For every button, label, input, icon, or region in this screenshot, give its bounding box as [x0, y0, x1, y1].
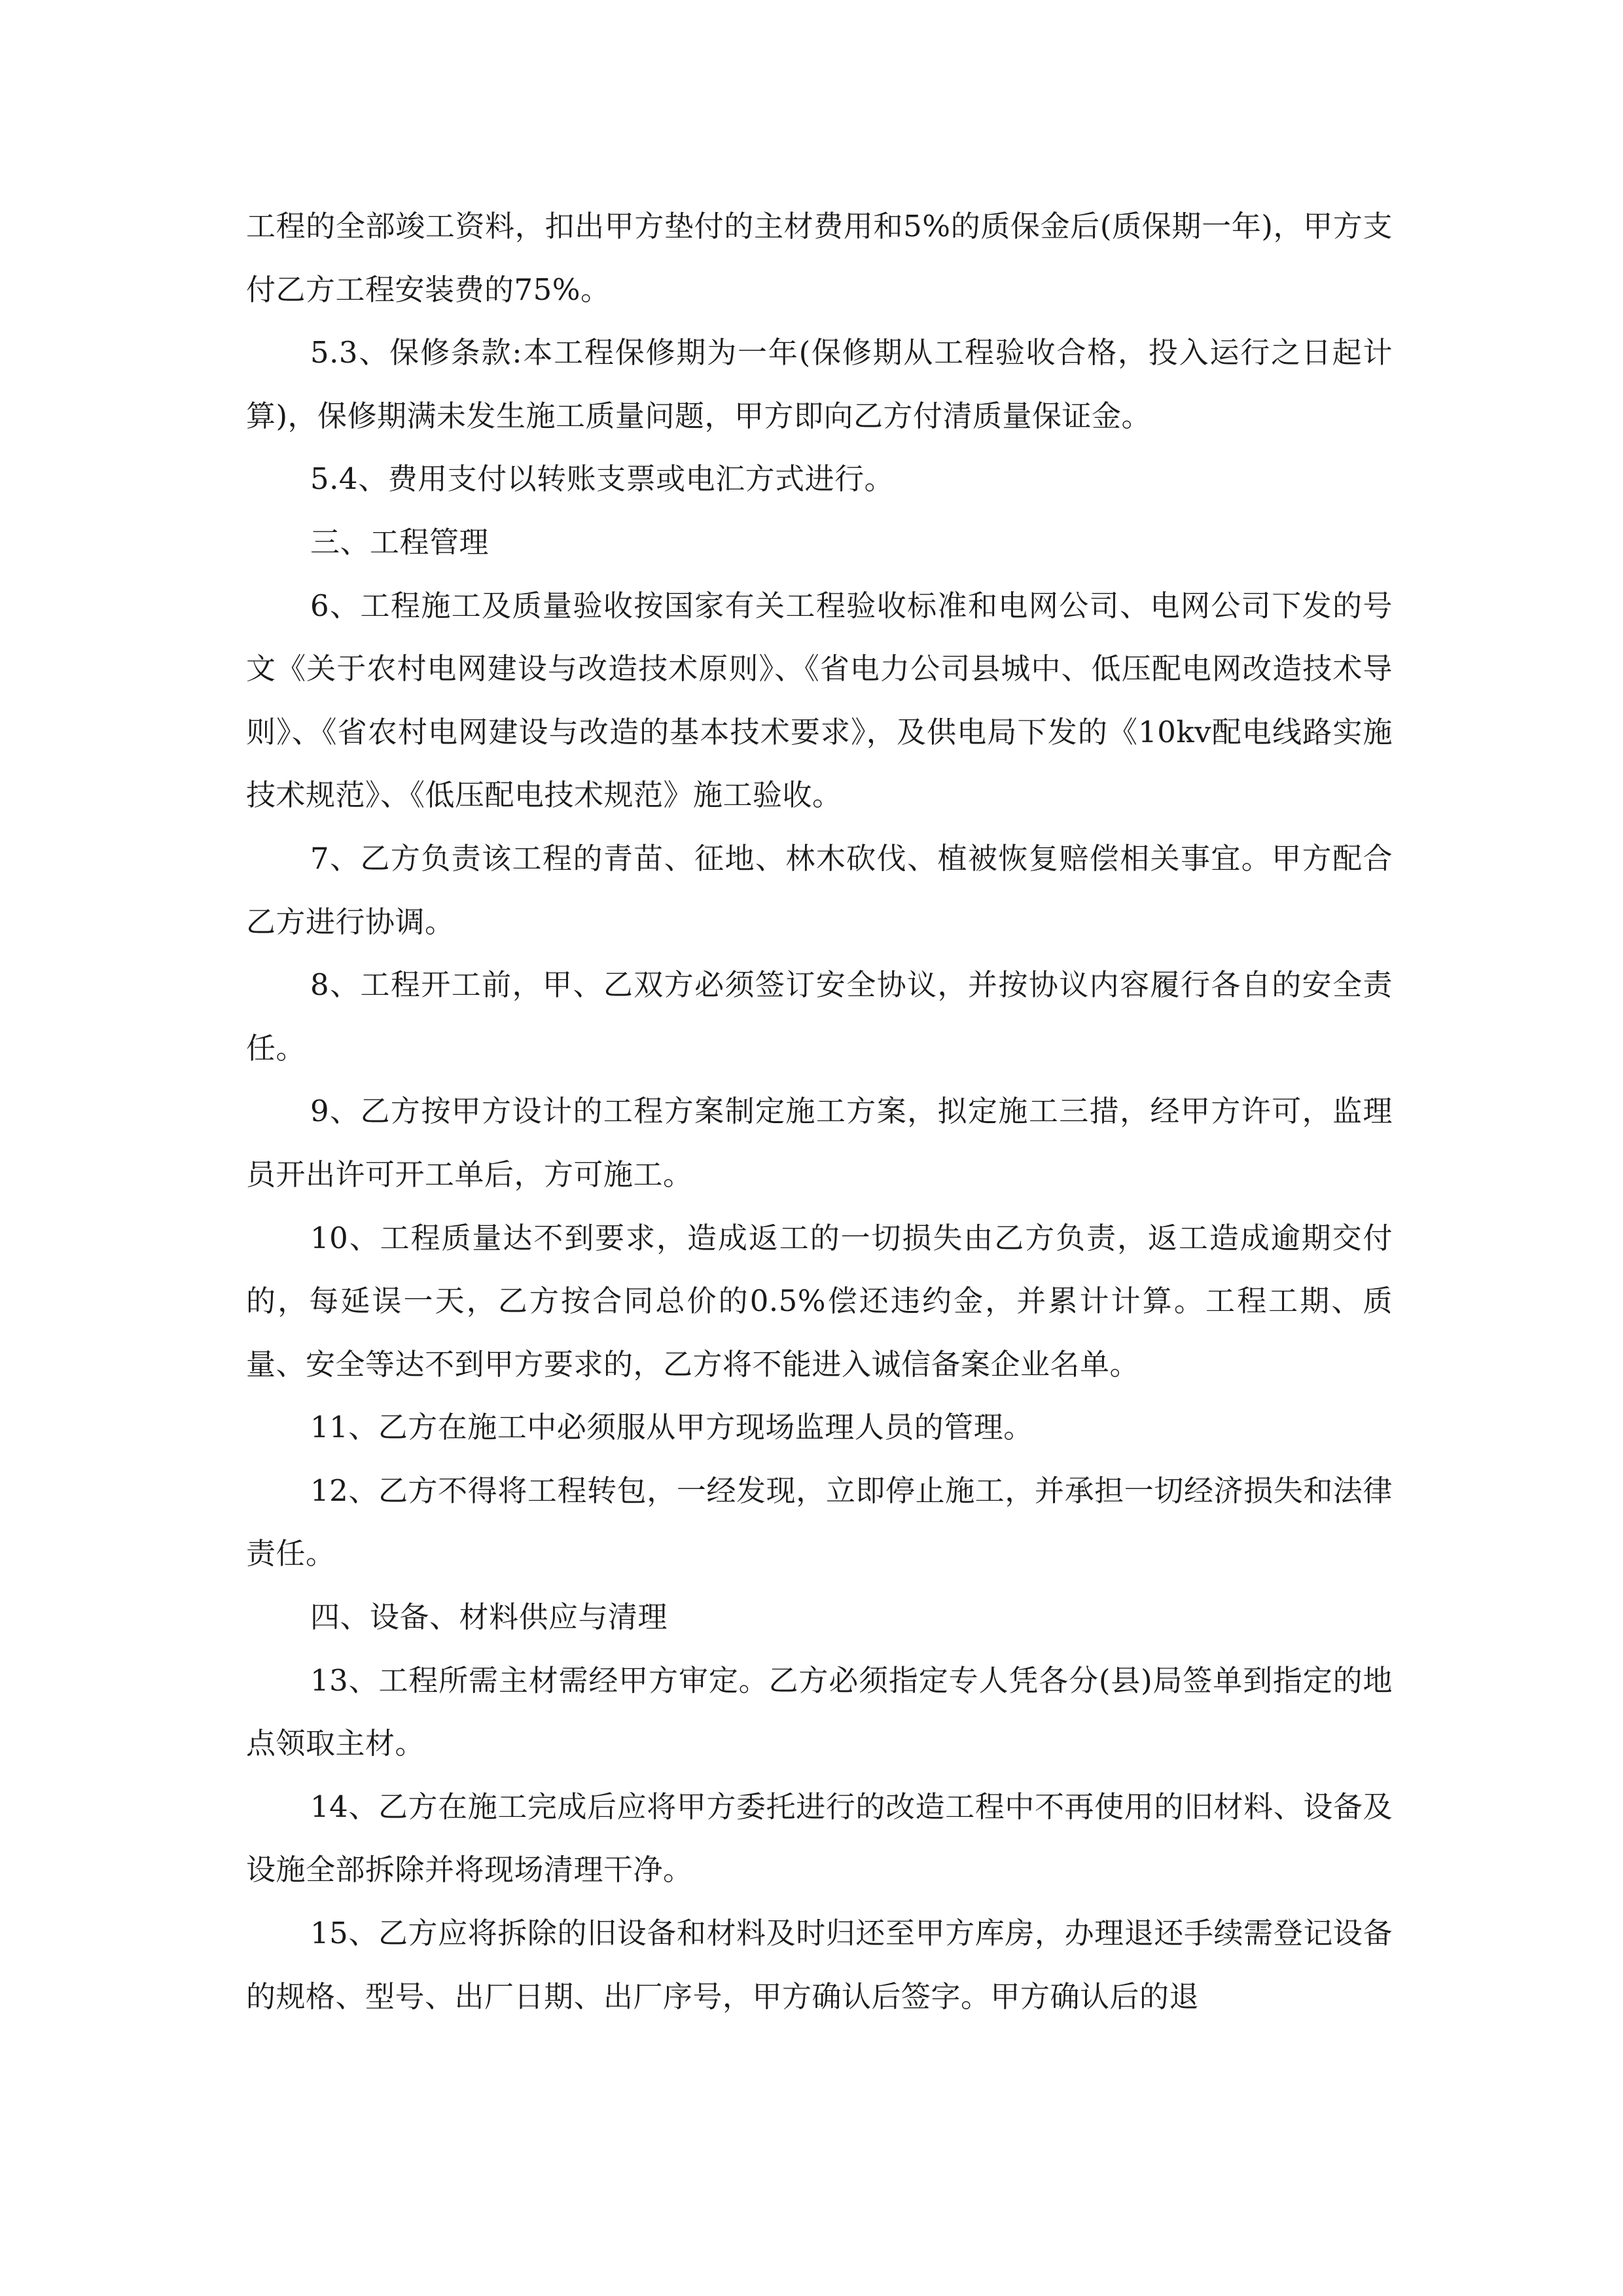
paragraph-continuation: 工程的全部竣工资料，扣出甲方垫付的主材费用和5%的质保金后(质保期一年)，甲方支付乙方工程安装费的75%。: [246, 209, 1393, 307]
paragraph-12: 12、乙方不得将工程转包，一经发现，立即停止施工，并承担一切经济损失和法律责任。: [246, 1473, 1393, 1571]
section-heading-4: 四、设备、材料供应与清理: [310, 1600, 668, 1635]
paragraph-7: 7、乙方负责该工程的青苗、征地、林木砍伐、植被恢复赔偿相关事宜。甲方配合乙方进行协调。: [246, 840, 1393, 939]
paragraph-13: 13、工程所需主材需经甲方审定。乙方必须指定专人凭各分(县)局签单到指定的地点领取主材。: [246, 1662, 1393, 1761]
document-body: [246, 195, 1393, 2028]
paragraph-5-4: 5.4、费用支付以转账支票或电汇方式进行。: [310, 461, 895, 497]
paragraph-9: 9、乙方按甲方设计的工程方案制定施工方案，拟定施工三措，经甲方许可，监理员开出许可开工单后，方可施工。: [246, 1094, 1393, 1192]
paragraph-6: 6、工程施工及质量验收按国家有关工程验收标准和电网公司、电网公司下发的号文《关于农村电网建设与改造技术原则》、《省电力公司县城中、低压配电网改造技术导则》、《省农村电网建设与改造的基本技术要求》，及供电局下发的《10kv配电线路实施技术规范》、《低压配电技术规范》施工验收。: [246, 588, 1393, 813]
paragraph-8: 8、工程开工前，甲、乙双方必须签订安全协议，并按协议内容履行各自的安全责任。: [246, 967, 1393, 1066]
paragraph-14: 14、乙方在施工完成后应将甲方委托进行的改造工程中不再使用的旧材料、设备及设施全部拆除并将现场清理干净。: [246, 1789, 1393, 1888]
paragraph-5-3: 5.3、保修条款:本工程保修期为一年(保修期从工程验收合格，投入运行之日起计算)，保修期满未发生施工质量问题，甲方即向乙方付清质量保证金。: [246, 335, 1393, 433]
paragraph-11: 11、乙方在施工中必须服从甲方现场监理人员的管理。: [310, 1410, 1033, 1445]
section-heading-3: 三、工程管理: [310, 524, 490, 560]
paragraph-15: 15、乙方应将拆除的旧设备和材料及时归还至甲方库房，办理退还手续需登记设备的规格、型号、出厂日期、出厂序号，甲方确认后签字。甲方确认后的退: [246, 1916, 1393, 2014]
paragraph-10: 10、工程质量达不到要求，造成返工的一切损失由乙方负责，返工造成逾期交付的，每延误一天，乙方按合同总价的0.5%偿还违约金，并累计计算。工程工期、质量、安全等达不到甲方要求的，乙方将不能进入诚信备案企业名单。: [246, 1220, 1393, 1382]
